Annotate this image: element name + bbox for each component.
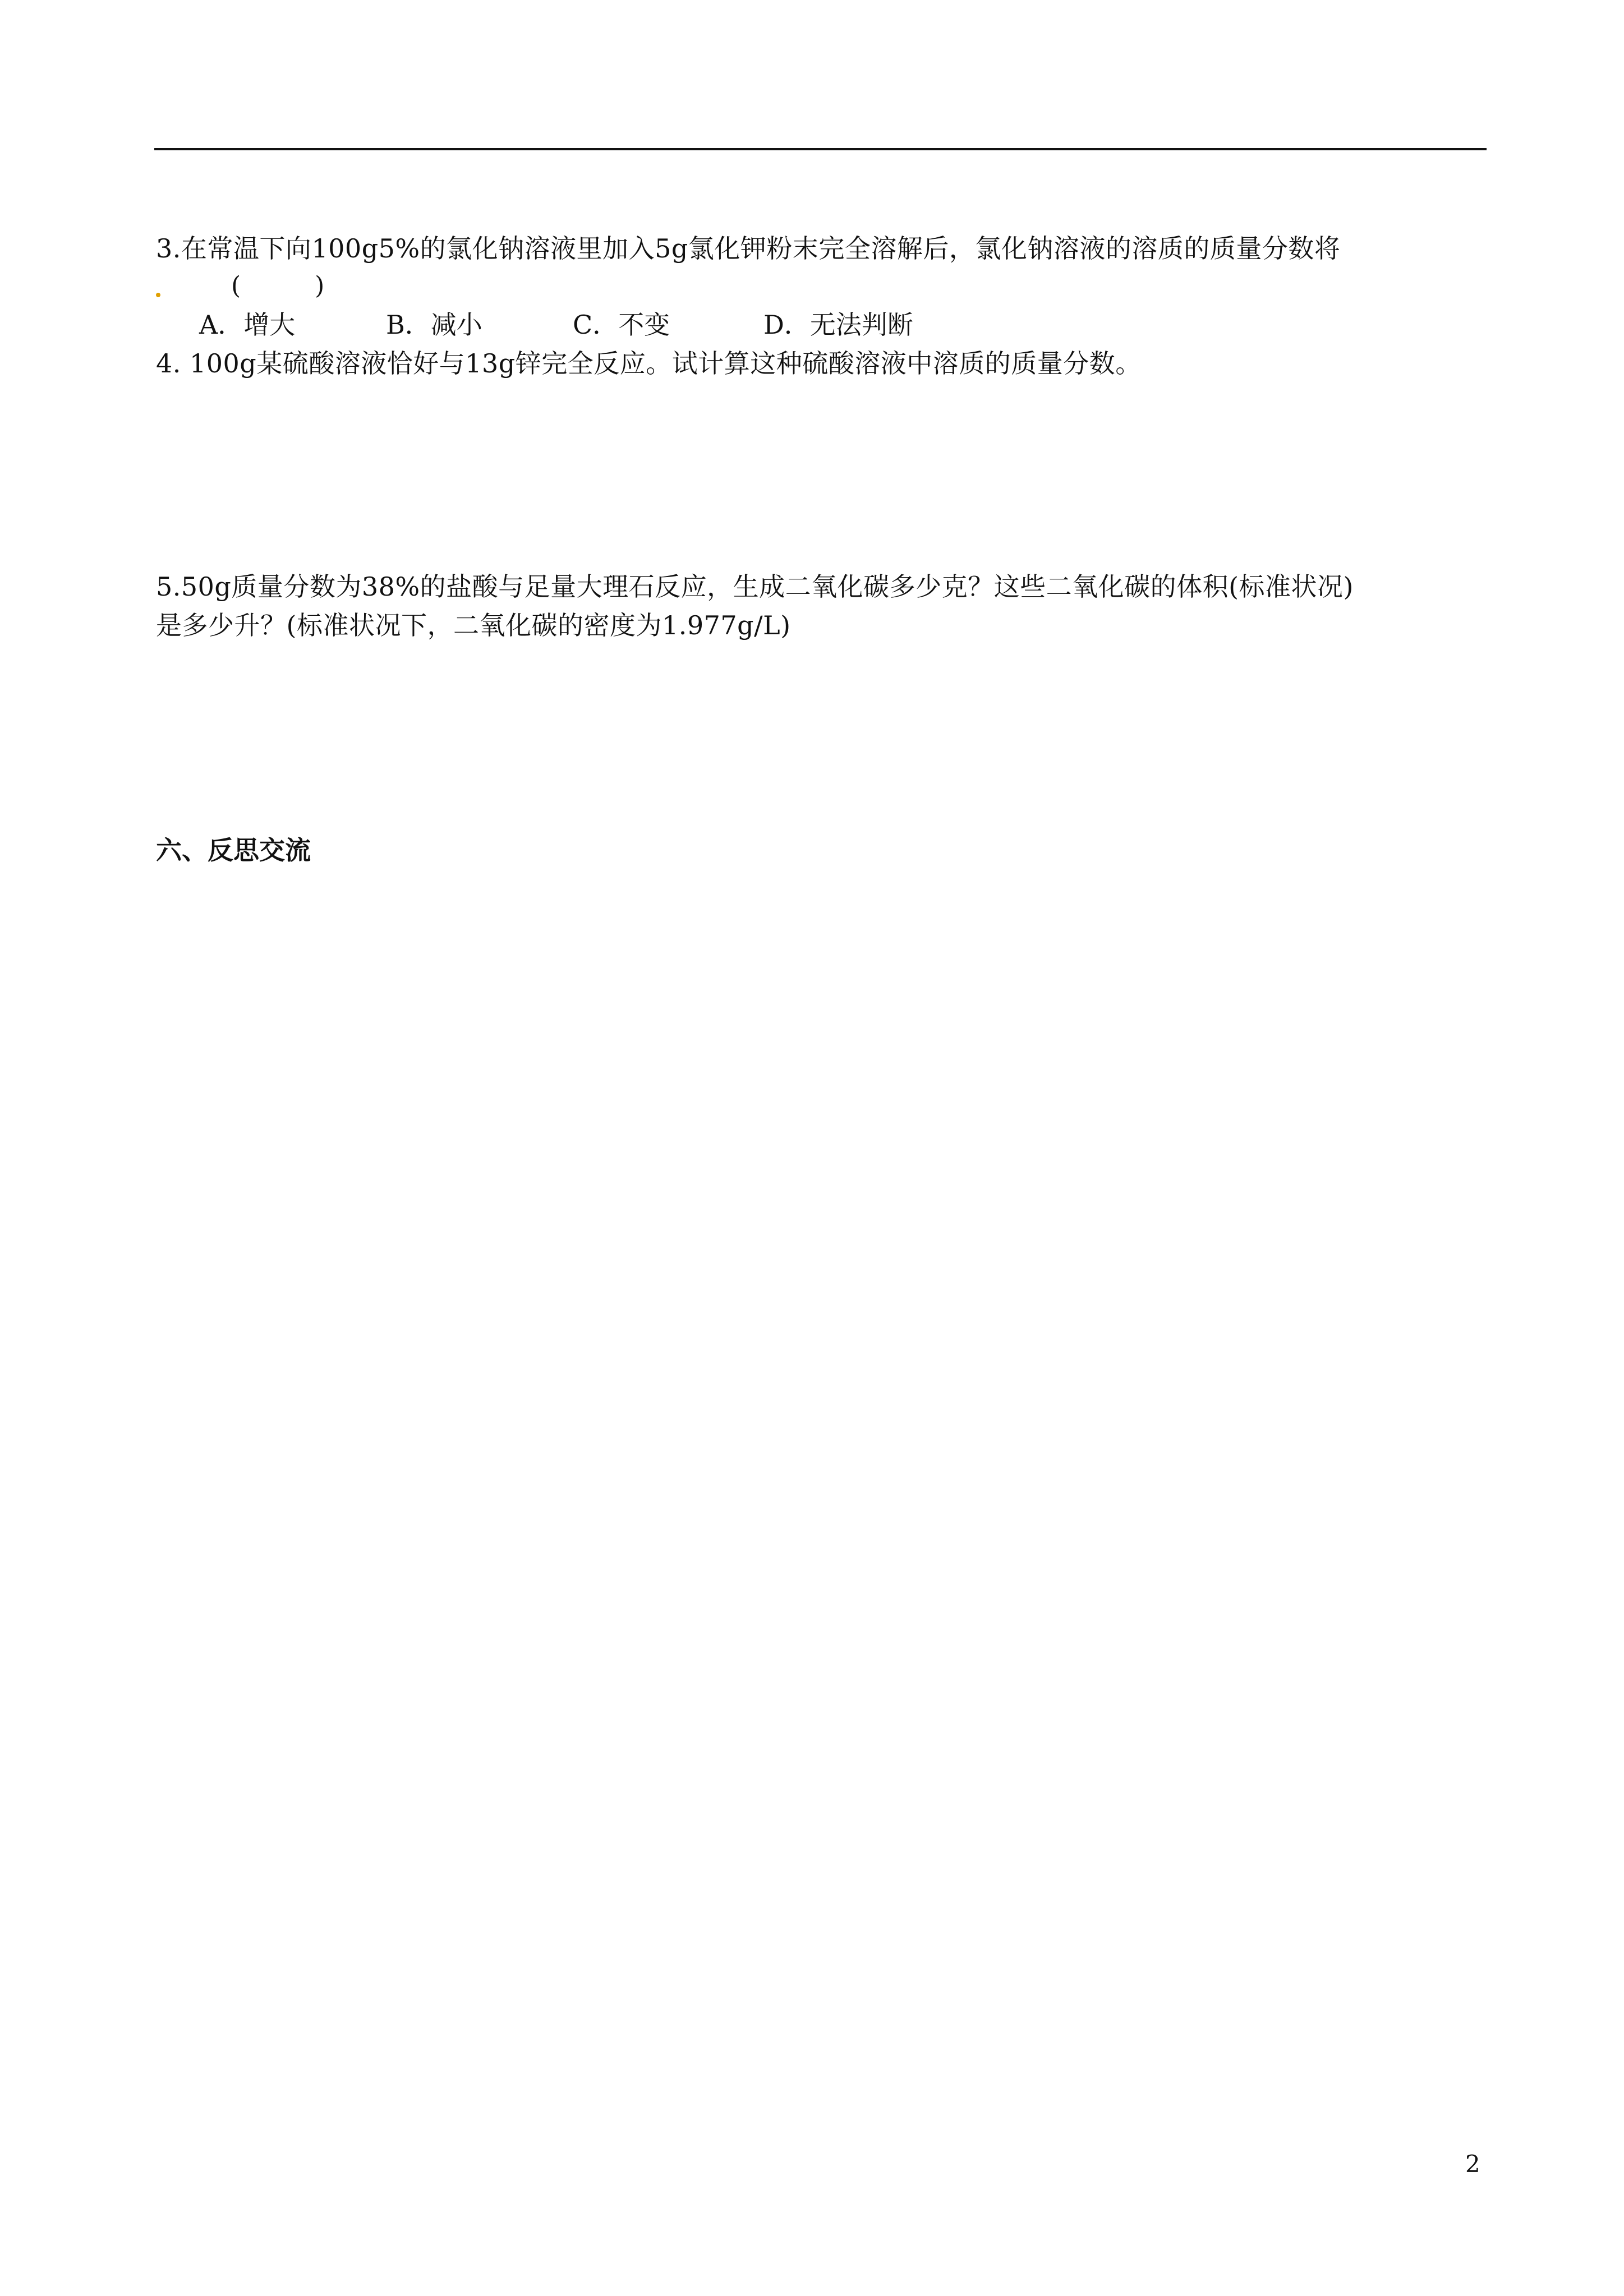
question-3-answer-blank: ( ) [231, 271, 325, 300]
option-b: B．减小 [386, 310, 482, 340]
page-number: 2 [1465, 2150, 1480, 2178]
question-5-line-1: 5.50g质量分数为38%的盐酸与足量大理石反应，生成二氧化碳多少克？这些二氧化碳的体积(标准状况) [156, 571, 1354, 602]
question-4-text: 4. 100g某硫酸溶液恰好与13g锌完全反应。试计算这种硫酸溶液中溶质的质量分数。 [156, 348, 1142, 379]
section-title: 六、反思交流 [156, 835, 311, 865]
mark-dot [156, 293, 160, 297]
option-a: A．增大 [199, 310, 296, 340]
question-5-line-2: 是多少升？(标准状况下，二氧化碳的密度为1.977g/L) [156, 610, 791, 640]
question-3-text: 3.在常温下向100g5%的氯化钠溶液里加入5g氯化钾粉末完全溶解后，氯化钠溶液的溶质的质量分数将 [156, 233, 1341, 264]
question-3-options [199, 312, 913, 338]
option-c: C．不变 [573, 310, 670, 340]
header-rule [154, 148, 1487, 150]
option-d: D．无法判断 [763, 310, 913, 340]
